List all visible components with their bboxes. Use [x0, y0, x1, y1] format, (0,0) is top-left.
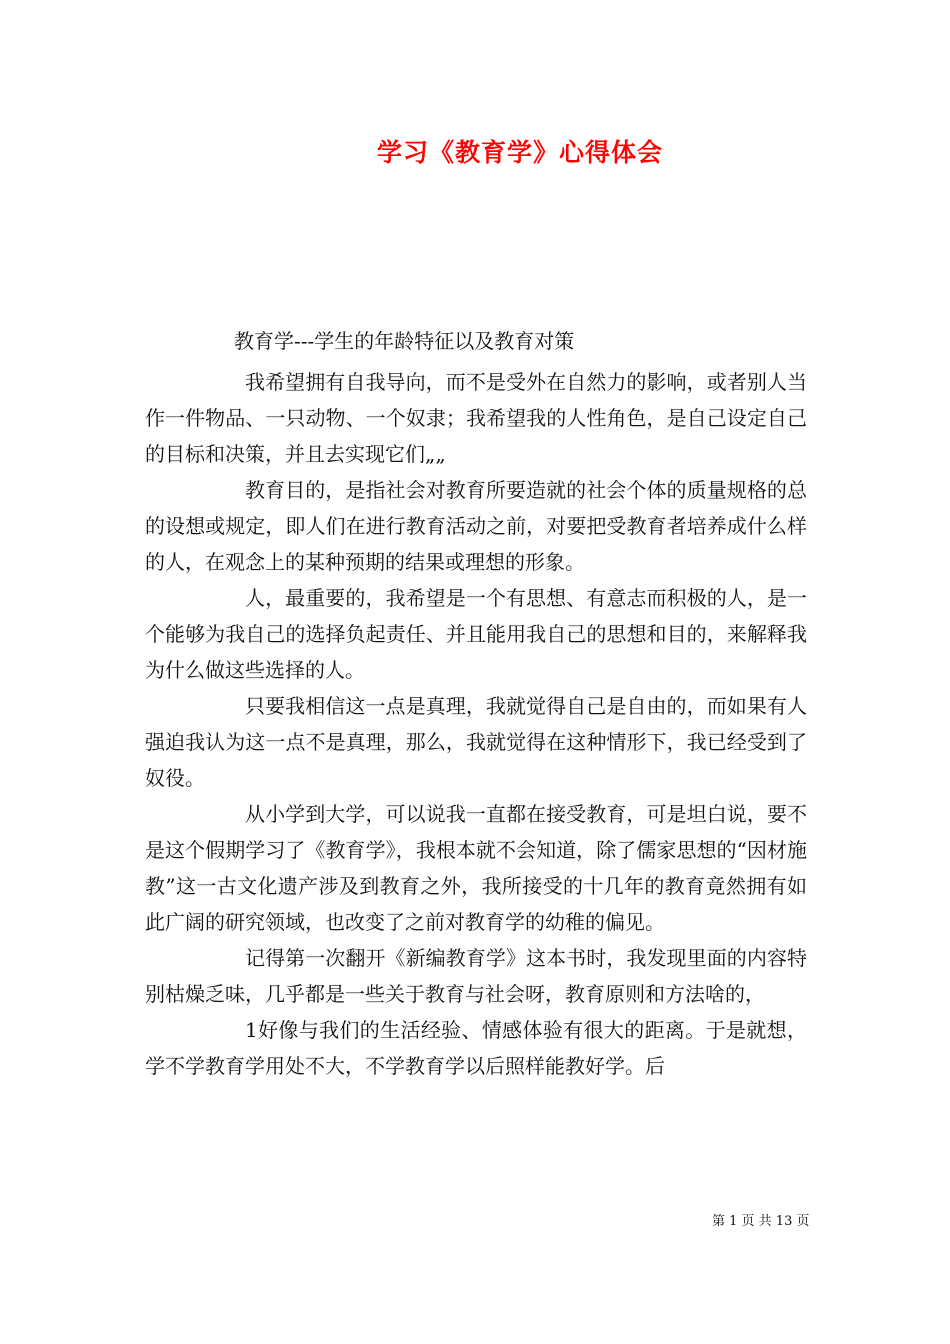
- paragraph-1: 我希望拥有自我导向，而不是受外在自然力的影响，或者别人当作一件物品、一只动物、一个奴隶；我希望我的人性角色，是自己设定自己的目标和决策，并且去实现它们„„: [145, 370, 807, 466]
- paragraph-7: 1好像与我们的生活经验、情感体验有很大的距离。于是就想，学不学教育学用处不大，不学教育学以后照样能教好学。后: [145, 1018, 807, 1078]
- document-body: [145, 364, 807, 1084]
- page-number-footer: 第 1 页 共 13 页: [712, 1214, 810, 1229]
- document-title: 学习《教育学》心得体会: [376, 138, 663, 167]
- paragraph-6: 记得第一次翻开《新编教育学》这本书时，我发现里面的内容特别枯燥乏味，几乎都是一些关于教育与社会呀，教育原则和方法啥的，: [145, 946, 807, 1006]
- paragraph-2: 教育目的，是指社会对教育所要造就的社会个体的质量规格的总的设想或规定，即人们在进行教育活动之前，对要把受教育者培养成什么样的人，在观念上的某种预期的结果或理想的形象。: [145, 478, 807, 574]
- paragraph-4: 只要我相信这一点是真理，我就觉得自己是自由的，而如果有人强迫我认为这一点不是真理，那么，我就觉得在这种情形下，我已经受到了奴役。: [145, 694, 807, 790]
- paragraph-5: 从小学到大学，可以说我一直都在接受教育，可是坦白说，要不是这个假期学习了《教育学》，我根本就不会知道，除了儒家思想的“因材施教”这一古文化遗产涉及到教育之外，我所接受的十几年的教育竟然拥有如此广阔的研究领域，也改变了之前对教育学的幼稚的偏见。: [145, 802, 807, 934]
- document-subtitle: 教育学---学生的年龄特征以及教育对策: [234, 329, 575, 353]
- paragraph-3: 人，最重要的，我希望是一个有思想、有意志而积极的人，是一个能够为我自己的选择负起责任、并且能用我自己的思想和目的，来解释我为什么做这些选择的人。: [145, 586, 807, 682]
